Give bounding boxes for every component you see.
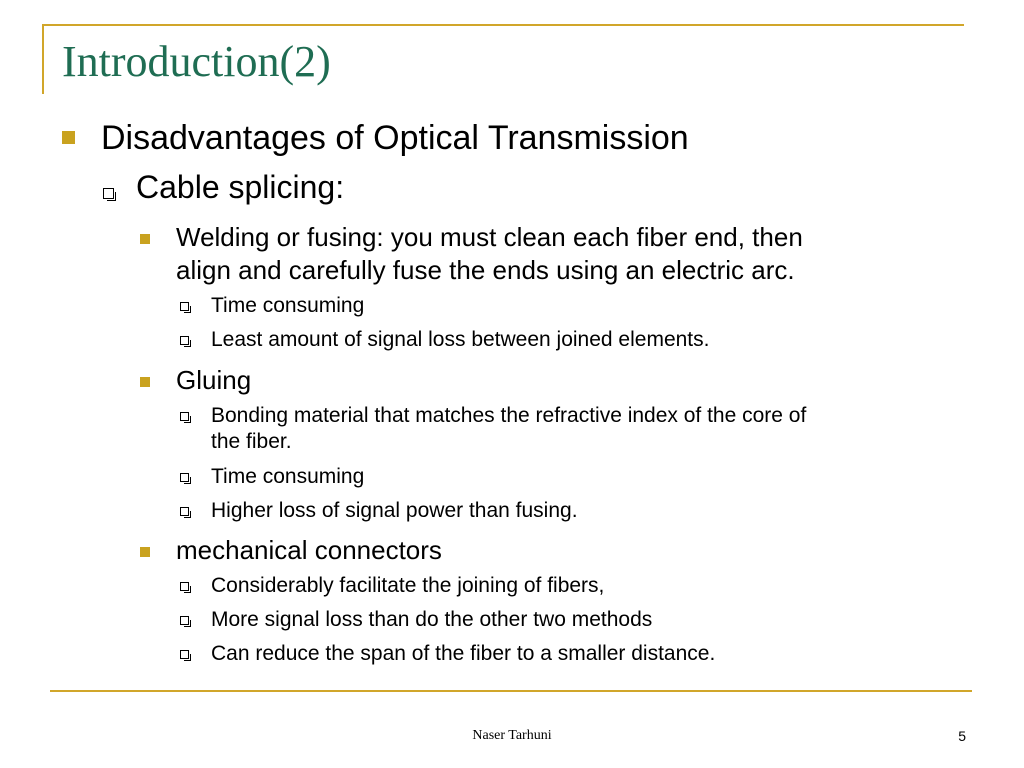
box-bullet-icon — [180, 650, 189, 659]
box-bullet-icon — [180, 412, 189, 421]
box-bullet-icon — [180, 473, 189, 482]
square-bullet-icon — [62, 131, 75, 144]
list-subitem-continuation: the fiber. — [211, 430, 292, 453]
level2-heading: Cable splicing: — [136, 169, 345, 205]
list-item-mechanical-connectors: mechanical connectors — [176, 535, 442, 565]
footer-author: Naser Tarhuni — [472, 728, 552, 743]
list-subitem: Can reduce the span of the fiber to a smaller distance. — [211, 642, 716, 665]
top-rule — [42, 24, 964, 26]
list-subitem: Time consuming — [211, 465, 365, 488]
level1-heading: Disadvantages of Optical Transmission — [101, 119, 689, 157]
left-rule — [42, 24, 44, 94]
box-bullet-icon — [180, 336, 189, 345]
square-bullet-icon — [140, 547, 150, 557]
list-subitem: Higher loss of signal power than fusing. — [211, 499, 578, 522]
box-bullet-icon — [180, 302, 189, 311]
box-bullet-icon — [180, 507, 189, 516]
list-item-gluing: Gluing — [176, 365, 252, 395]
list-subitem: Least amount of signal loss between joined elements. — [211, 328, 710, 351]
list-subitem: Time consuming — [211, 294, 365, 317]
square-bullet-icon — [140, 377, 150, 387]
footer-rule — [50, 690, 972, 692]
list-subitem: More signal loss than do the other two methods — [211, 608, 653, 631]
slide-title: Introduction(2) — [62, 37, 331, 86]
list-item-welding-line2: align and carefully fuse the ends using an electric arc. — [176, 255, 795, 285]
list-item-welding-line1: Welding or fusing: you must clean each fiber end, then — [176, 222, 803, 252]
square-bullet-icon — [140, 234, 150, 244]
box-bullet-icon — [180, 582, 189, 591]
list-subitem: Bonding material that matches the refractive index of the core of — [211, 404, 807, 427]
page-number: 5 — [958, 728, 966, 744]
list-subitem: Considerably facilitate the joining of fibers, — [211, 574, 605, 597]
box-bullet-icon — [103, 188, 114, 199]
box-bullet-icon — [180, 616, 189, 625]
